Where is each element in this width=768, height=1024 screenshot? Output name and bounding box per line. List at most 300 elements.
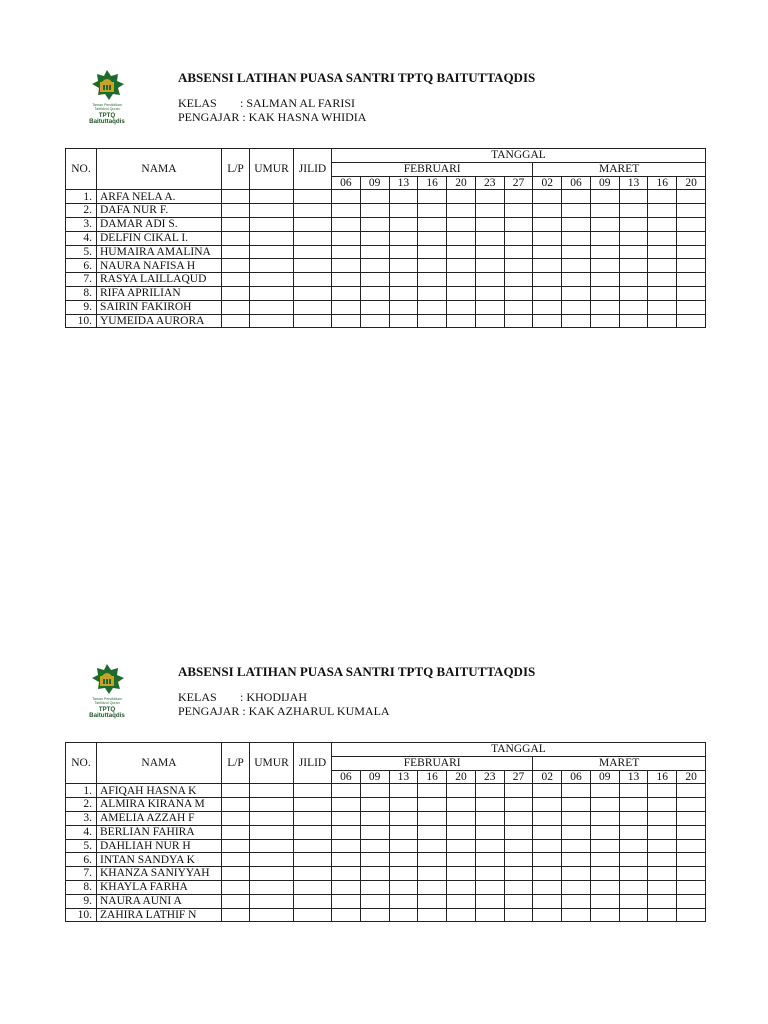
attendance-cell[interactable] bbox=[619, 880, 648, 894]
attendance-cell[interactable] bbox=[648, 245, 677, 259]
attendance-cell[interactable] bbox=[418, 908, 447, 922]
attendance-cell[interactable] bbox=[562, 867, 591, 881]
umur-cell[interactable] bbox=[250, 867, 294, 881]
attendance-cell[interactable] bbox=[562, 853, 591, 867]
lp-cell[interactable] bbox=[222, 190, 250, 204]
attendance-cell[interactable] bbox=[619, 259, 648, 273]
attendance-cell[interactable] bbox=[418, 273, 447, 287]
umur-cell[interactable] bbox=[250, 273, 294, 287]
attendance-cell[interactable] bbox=[447, 894, 476, 908]
attendance-cell[interactable] bbox=[533, 314, 562, 328]
attendance-cell[interactable] bbox=[562, 259, 591, 273]
attendance-cell[interactable] bbox=[389, 190, 418, 204]
attendance-cell[interactable] bbox=[418, 286, 447, 300]
umur-cell[interactable] bbox=[250, 300, 294, 314]
attendance-cell[interactable] bbox=[677, 798, 706, 812]
attendance-cell[interactable] bbox=[447, 190, 476, 204]
attendance-cell[interactable] bbox=[504, 867, 533, 881]
attendance-cell[interactable] bbox=[418, 798, 447, 812]
attendance-cell[interactable] bbox=[504, 286, 533, 300]
attendance-cell[interactable] bbox=[619, 798, 648, 812]
attendance-cell[interactable] bbox=[418, 839, 447, 853]
attendance-cell[interactable] bbox=[590, 867, 619, 881]
attendance-cell[interactable] bbox=[447, 204, 476, 218]
attendance-cell[interactable] bbox=[360, 300, 389, 314]
attendance-cell[interactable] bbox=[332, 867, 361, 881]
attendance-cell[interactable] bbox=[619, 894, 648, 908]
attendance-cell[interactable] bbox=[389, 811, 418, 825]
attendance-cell[interactable] bbox=[332, 811, 361, 825]
attendance-cell[interactable] bbox=[648, 217, 677, 231]
attendance-cell[interactable] bbox=[533, 784, 562, 798]
attendance-cell[interactable] bbox=[389, 798, 418, 812]
attendance-cell[interactable] bbox=[619, 286, 648, 300]
lp-cell[interactable] bbox=[222, 217, 250, 231]
jilid-cell[interactable] bbox=[294, 314, 332, 328]
attendance-cell[interactable] bbox=[590, 825, 619, 839]
attendance-cell[interactable] bbox=[360, 798, 389, 812]
attendance-cell[interactable] bbox=[619, 784, 648, 798]
attendance-cell[interactable] bbox=[562, 784, 591, 798]
attendance-cell[interactable] bbox=[677, 231, 706, 245]
attendance-cell[interactable] bbox=[648, 908, 677, 922]
attendance-cell[interactable] bbox=[648, 259, 677, 273]
umur-cell[interactable] bbox=[250, 286, 294, 300]
attendance-cell[interactable] bbox=[533, 245, 562, 259]
attendance-cell[interactable] bbox=[418, 825, 447, 839]
attendance-cell[interactable] bbox=[677, 204, 706, 218]
lp-cell[interactable] bbox=[222, 811, 250, 825]
attendance-cell[interactable] bbox=[389, 314, 418, 328]
attendance-cell[interactable] bbox=[360, 190, 389, 204]
umur-cell[interactable] bbox=[250, 314, 294, 328]
jilid-cell[interactable] bbox=[294, 300, 332, 314]
attendance-cell[interactable] bbox=[590, 839, 619, 853]
attendance-cell[interactable] bbox=[447, 811, 476, 825]
attendance-cell[interactable] bbox=[360, 204, 389, 218]
attendance-cell[interactable] bbox=[619, 853, 648, 867]
attendance-cell[interactable] bbox=[590, 880, 619, 894]
attendance-cell[interactable] bbox=[332, 190, 361, 204]
attendance-cell[interactable] bbox=[475, 784, 504, 798]
attendance-cell[interactable] bbox=[504, 908, 533, 922]
attendance-cell[interactable] bbox=[360, 867, 389, 881]
umur-cell[interactable] bbox=[250, 245, 294, 259]
attendance-cell[interactable] bbox=[418, 217, 447, 231]
attendance-cell[interactable] bbox=[389, 894, 418, 908]
attendance-cell[interactable] bbox=[590, 314, 619, 328]
attendance-cell[interactable] bbox=[562, 204, 591, 218]
attendance-cell[interactable] bbox=[677, 894, 706, 908]
attendance-cell[interactable] bbox=[475, 286, 504, 300]
attendance-cell[interactable] bbox=[447, 867, 476, 881]
attendance-cell[interactable] bbox=[475, 231, 504, 245]
attendance-cell[interactable] bbox=[504, 231, 533, 245]
attendance-cell[interactable] bbox=[533, 217, 562, 231]
jilid-cell[interactable] bbox=[294, 286, 332, 300]
attendance-cell[interactable] bbox=[418, 784, 447, 798]
lp-cell[interactable] bbox=[222, 300, 250, 314]
jilid-cell[interactable] bbox=[294, 839, 332, 853]
attendance-cell[interactable] bbox=[332, 908, 361, 922]
jilid-cell[interactable] bbox=[294, 259, 332, 273]
attendance-cell[interactable] bbox=[447, 314, 476, 328]
attendance-cell[interactable] bbox=[360, 825, 389, 839]
attendance-cell[interactable] bbox=[590, 286, 619, 300]
attendance-cell[interactable] bbox=[360, 286, 389, 300]
jilid-cell[interactable] bbox=[294, 231, 332, 245]
attendance-cell[interactable] bbox=[504, 798, 533, 812]
attendance-cell[interactable] bbox=[590, 908, 619, 922]
attendance-cell[interactable] bbox=[360, 853, 389, 867]
attendance-cell[interactable] bbox=[562, 894, 591, 908]
attendance-cell[interactable] bbox=[475, 217, 504, 231]
umur-cell[interactable] bbox=[250, 908, 294, 922]
attendance-cell[interactable] bbox=[475, 300, 504, 314]
attendance-cell[interactable] bbox=[590, 245, 619, 259]
attendance-cell[interactable] bbox=[677, 867, 706, 881]
attendance-cell[interactable] bbox=[447, 231, 476, 245]
attendance-cell[interactable] bbox=[475, 811, 504, 825]
attendance-cell[interactable] bbox=[475, 853, 504, 867]
attendance-cell[interactable] bbox=[533, 259, 562, 273]
attendance-cell[interactable] bbox=[332, 217, 361, 231]
attendance-cell[interactable] bbox=[590, 894, 619, 908]
attendance-cell[interactable] bbox=[389, 825, 418, 839]
attendance-cell[interactable] bbox=[447, 217, 476, 231]
attendance-cell[interactable] bbox=[533, 825, 562, 839]
jilid-cell[interactable] bbox=[294, 894, 332, 908]
attendance-cell[interactable] bbox=[648, 300, 677, 314]
jilid-cell[interactable] bbox=[294, 825, 332, 839]
attendance-cell[interactable] bbox=[475, 908, 504, 922]
attendance-cell[interactable] bbox=[562, 190, 591, 204]
lp-cell[interactable] bbox=[222, 259, 250, 273]
attendance-cell[interactable] bbox=[590, 798, 619, 812]
attendance-cell[interactable] bbox=[447, 853, 476, 867]
attendance-cell[interactable] bbox=[590, 217, 619, 231]
attendance-cell[interactable] bbox=[619, 908, 648, 922]
attendance-cell[interactable] bbox=[504, 204, 533, 218]
lp-cell[interactable] bbox=[222, 231, 250, 245]
attendance-cell[interactable] bbox=[332, 839, 361, 853]
lp-cell[interactable] bbox=[222, 908, 250, 922]
jilid-cell[interactable] bbox=[294, 867, 332, 881]
attendance-cell[interactable] bbox=[504, 825, 533, 839]
attendance-cell[interactable] bbox=[360, 811, 389, 825]
lp-cell[interactable] bbox=[222, 798, 250, 812]
lp-cell[interactable] bbox=[222, 825, 250, 839]
attendance-cell[interactable] bbox=[619, 867, 648, 881]
attendance-cell[interactable] bbox=[619, 231, 648, 245]
attendance-cell[interactable] bbox=[389, 217, 418, 231]
attendance-cell[interactable] bbox=[619, 839, 648, 853]
attendance-cell[interactable] bbox=[475, 839, 504, 853]
attendance-cell[interactable] bbox=[389, 853, 418, 867]
attendance-cell[interactable] bbox=[590, 853, 619, 867]
attendance-cell[interactable] bbox=[475, 204, 504, 218]
attendance-cell[interactable] bbox=[533, 300, 562, 314]
attendance-cell[interactable] bbox=[677, 273, 706, 287]
attendance-cell[interactable] bbox=[389, 784, 418, 798]
attendance-cell[interactable] bbox=[648, 273, 677, 287]
attendance-cell[interactable] bbox=[418, 811, 447, 825]
attendance-cell[interactable] bbox=[619, 300, 648, 314]
attendance-cell[interactable] bbox=[562, 273, 591, 287]
attendance-cell[interactable] bbox=[475, 245, 504, 259]
attendance-cell[interactable] bbox=[533, 880, 562, 894]
attendance-cell[interactable] bbox=[677, 245, 706, 259]
attendance-cell[interactable] bbox=[677, 839, 706, 853]
attendance-cell[interactable] bbox=[389, 273, 418, 287]
attendance-cell[interactable] bbox=[648, 880, 677, 894]
attendance-cell[interactable] bbox=[332, 300, 361, 314]
lp-cell[interactable] bbox=[222, 784, 250, 798]
attendance-cell[interactable] bbox=[619, 273, 648, 287]
attendance-cell[interactable] bbox=[418, 259, 447, 273]
attendance-cell[interactable] bbox=[562, 300, 591, 314]
attendance-cell[interactable] bbox=[389, 300, 418, 314]
attendance-cell[interactable] bbox=[677, 300, 706, 314]
attendance-cell[interactable] bbox=[504, 245, 533, 259]
attendance-cell[interactable] bbox=[677, 286, 706, 300]
attendance-cell[interactable] bbox=[418, 894, 447, 908]
attendance-cell[interactable] bbox=[418, 867, 447, 881]
umur-cell[interactable] bbox=[250, 825, 294, 839]
lp-cell[interactable] bbox=[222, 880, 250, 894]
attendance-cell[interactable] bbox=[389, 204, 418, 218]
attendance-cell[interactable] bbox=[332, 231, 361, 245]
attendance-cell[interactable] bbox=[360, 784, 389, 798]
umur-cell[interactable] bbox=[250, 798, 294, 812]
jilid-cell[interactable] bbox=[294, 217, 332, 231]
attendance-cell[interactable] bbox=[447, 839, 476, 853]
umur-cell[interactable] bbox=[250, 259, 294, 273]
attendance-cell[interactable] bbox=[619, 204, 648, 218]
attendance-cell[interactable] bbox=[447, 798, 476, 812]
umur-cell[interactable] bbox=[250, 811, 294, 825]
attendance-cell[interactable] bbox=[562, 245, 591, 259]
attendance-cell[interactable] bbox=[619, 825, 648, 839]
attendance-cell[interactable] bbox=[533, 204, 562, 218]
lp-cell[interactable] bbox=[222, 204, 250, 218]
attendance-cell[interactable] bbox=[533, 798, 562, 812]
attendance-cell[interactable] bbox=[332, 314, 361, 328]
attendance-cell[interactable] bbox=[648, 784, 677, 798]
jilid-cell[interactable] bbox=[294, 853, 332, 867]
attendance-cell[interactable] bbox=[389, 245, 418, 259]
attendance-cell[interactable] bbox=[533, 853, 562, 867]
attendance-cell[interactable] bbox=[648, 853, 677, 867]
attendance-cell[interactable] bbox=[389, 839, 418, 853]
attendance-cell[interactable] bbox=[533, 908, 562, 922]
attendance-cell[interactable] bbox=[475, 825, 504, 839]
attendance-cell[interactable] bbox=[619, 811, 648, 825]
attendance-cell[interactable] bbox=[332, 784, 361, 798]
jilid-cell[interactable] bbox=[294, 908, 332, 922]
attendance-cell[interactable] bbox=[562, 314, 591, 328]
attendance-cell[interactable] bbox=[504, 853, 533, 867]
attendance-cell[interactable] bbox=[504, 894, 533, 908]
attendance-cell[interactable] bbox=[360, 245, 389, 259]
attendance-cell[interactable] bbox=[418, 204, 447, 218]
attendance-cell[interactable] bbox=[562, 231, 591, 245]
attendance-cell[interactable] bbox=[562, 880, 591, 894]
lp-cell[interactable] bbox=[222, 273, 250, 287]
attendance-cell[interactable] bbox=[619, 245, 648, 259]
attendance-cell[interactable] bbox=[504, 784, 533, 798]
attendance-cell[interactable] bbox=[360, 273, 389, 287]
attendance-cell[interactable] bbox=[590, 784, 619, 798]
umur-cell[interactable] bbox=[250, 853, 294, 867]
attendance-cell[interactable] bbox=[360, 231, 389, 245]
attendance-cell[interactable] bbox=[389, 231, 418, 245]
attendance-cell[interactable] bbox=[447, 286, 476, 300]
umur-cell[interactable] bbox=[250, 231, 294, 245]
attendance-cell[interactable] bbox=[648, 839, 677, 853]
attendance-cell[interactable] bbox=[590, 811, 619, 825]
lp-cell[interactable] bbox=[222, 245, 250, 259]
attendance-cell[interactable] bbox=[332, 894, 361, 908]
attendance-cell[interactable] bbox=[504, 811, 533, 825]
attendance-cell[interactable] bbox=[418, 190, 447, 204]
attendance-cell[interactable] bbox=[590, 300, 619, 314]
attendance-cell[interactable] bbox=[504, 259, 533, 273]
jilid-cell[interactable] bbox=[294, 811, 332, 825]
attendance-cell[interactable] bbox=[562, 217, 591, 231]
attendance-cell[interactable] bbox=[677, 259, 706, 273]
lp-cell[interactable] bbox=[222, 867, 250, 881]
jilid-cell[interactable] bbox=[294, 880, 332, 894]
attendance-cell[interactable] bbox=[447, 245, 476, 259]
attendance-cell[interactable] bbox=[332, 273, 361, 287]
attendance-cell[interactable] bbox=[677, 217, 706, 231]
attendance-cell[interactable] bbox=[677, 880, 706, 894]
attendance-cell[interactable] bbox=[418, 231, 447, 245]
attendance-cell[interactable] bbox=[562, 839, 591, 853]
attendance-cell[interactable] bbox=[590, 273, 619, 287]
attendance-cell[interactable] bbox=[447, 273, 476, 287]
umur-cell[interactable] bbox=[250, 880, 294, 894]
attendance-cell[interactable] bbox=[648, 825, 677, 839]
attendance-cell[interactable] bbox=[475, 190, 504, 204]
attendance-cell[interactable] bbox=[360, 839, 389, 853]
attendance-cell[interactable] bbox=[648, 190, 677, 204]
attendance-cell[interactable] bbox=[475, 880, 504, 894]
attendance-cell[interactable] bbox=[389, 867, 418, 881]
attendance-cell[interactable] bbox=[648, 798, 677, 812]
attendance-cell[interactable] bbox=[475, 894, 504, 908]
jilid-cell[interactable] bbox=[294, 190, 332, 204]
attendance-cell[interactable] bbox=[648, 231, 677, 245]
attendance-cell[interactable] bbox=[677, 784, 706, 798]
attendance-cell[interactable] bbox=[418, 300, 447, 314]
attendance-cell[interactable] bbox=[677, 853, 706, 867]
attendance-cell[interactable] bbox=[389, 259, 418, 273]
umur-cell[interactable] bbox=[250, 204, 294, 218]
attendance-cell[interactable] bbox=[360, 880, 389, 894]
attendance-cell[interactable] bbox=[332, 245, 361, 259]
attendance-cell[interactable] bbox=[332, 286, 361, 300]
jilid-cell[interactable] bbox=[294, 798, 332, 812]
attendance-cell[interactable] bbox=[533, 867, 562, 881]
attendance-cell[interactable] bbox=[447, 259, 476, 273]
jilid-cell[interactable] bbox=[294, 204, 332, 218]
attendance-cell[interactable] bbox=[619, 314, 648, 328]
attendance-cell[interactable] bbox=[418, 853, 447, 867]
attendance-cell[interactable] bbox=[619, 190, 648, 204]
attendance-cell[interactable] bbox=[562, 798, 591, 812]
attendance-cell[interactable] bbox=[360, 908, 389, 922]
attendance-cell[interactable] bbox=[332, 259, 361, 273]
umur-cell[interactable] bbox=[250, 839, 294, 853]
attendance-cell[interactable] bbox=[648, 894, 677, 908]
attendance-cell[interactable] bbox=[533, 190, 562, 204]
umur-cell[interactable] bbox=[250, 217, 294, 231]
attendance-cell[interactable] bbox=[360, 894, 389, 908]
attendance-cell[interactable] bbox=[677, 825, 706, 839]
attendance-cell[interactable] bbox=[418, 314, 447, 328]
attendance-cell[interactable] bbox=[648, 811, 677, 825]
attendance-cell[interactable] bbox=[562, 811, 591, 825]
attendance-cell[interactable] bbox=[475, 867, 504, 881]
attendance-cell[interactable] bbox=[590, 204, 619, 218]
attendance-cell[interactable] bbox=[677, 190, 706, 204]
attendance-cell[interactable] bbox=[389, 880, 418, 894]
attendance-cell[interactable] bbox=[677, 908, 706, 922]
attendance-cell[interactable] bbox=[504, 190, 533, 204]
lp-cell[interactable] bbox=[222, 853, 250, 867]
attendance-cell[interactable] bbox=[447, 300, 476, 314]
lp-cell[interactable] bbox=[222, 839, 250, 853]
attendance-cell[interactable] bbox=[447, 908, 476, 922]
attendance-cell[interactable] bbox=[360, 217, 389, 231]
attendance-cell[interactable] bbox=[360, 259, 389, 273]
attendance-cell[interactable] bbox=[418, 880, 447, 894]
umur-cell[interactable] bbox=[250, 894, 294, 908]
attendance-cell[interactable] bbox=[447, 880, 476, 894]
attendance-cell[interactable] bbox=[648, 314, 677, 328]
attendance-cell[interactable] bbox=[504, 880, 533, 894]
attendance-cell[interactable] bbox=[332, 204, 361, 218]
attendance-cell[interactable] bbox=[619, 217, 648, 231]
attendance-cell[interactable] bbox=[562, 825, 591, 839]
lp-cell[interactable] bbox=[222, 314, 250, 328]
attendance-cell[interactable] bbox=[504, 314, 533, 328]
umur-cell[interactable] bbox=[250, 784, 294, 798]
attendance-cell[interactable] bbox=[562, 908, 591, 922]
attendance-cell[interactable] bbox=[648, 867, 677, 881]
attendance-cell[interactable] bbox=[504, 300, 533, 314]
attendance-cell[interactable] bbox=[504, 273, 533, 287]
attendance-cell[interactable] bbox=[475, 314, 504, 328]
attendance-cell[interactable] bbox=[533, 811, 562, 825]
attendance-cell[interactable] bbox=[418, 245, 447, 259]
attendance-cell[interactable] bbox=[533, 894, 562, 908]
attendance-cell[interactable] bbox=[648, 204, 677, 218]
attendance-cell[interactable] bbox=[332, 880, 361, 894]
attendance-cell[interactable] bbox=[590, 231, 619, 245]
attendance-cell[interactable] bbox=[475, 273, 504, 287]
attendance-cell[interactable] bbox=[475, 798, 504, 812]
attendance-cell[interactable] bbox=[562, 286, 591, 300]
attendance-cell[interactable] bbox=[533, 273, 562, 287]
attendance-cell[interactable] bbox=[677, 314, 706, 328]
attendance-cell[interactable] bbox=[504, 217, 533, 231]
attendance-cell[interactable] bbox=[533, 231, 562, 245]
attendance-cell[interactable] bbox=[475, 259, 504, 273]
attendance-cell[interactable] bbox=[360, 314, 389, 328]
